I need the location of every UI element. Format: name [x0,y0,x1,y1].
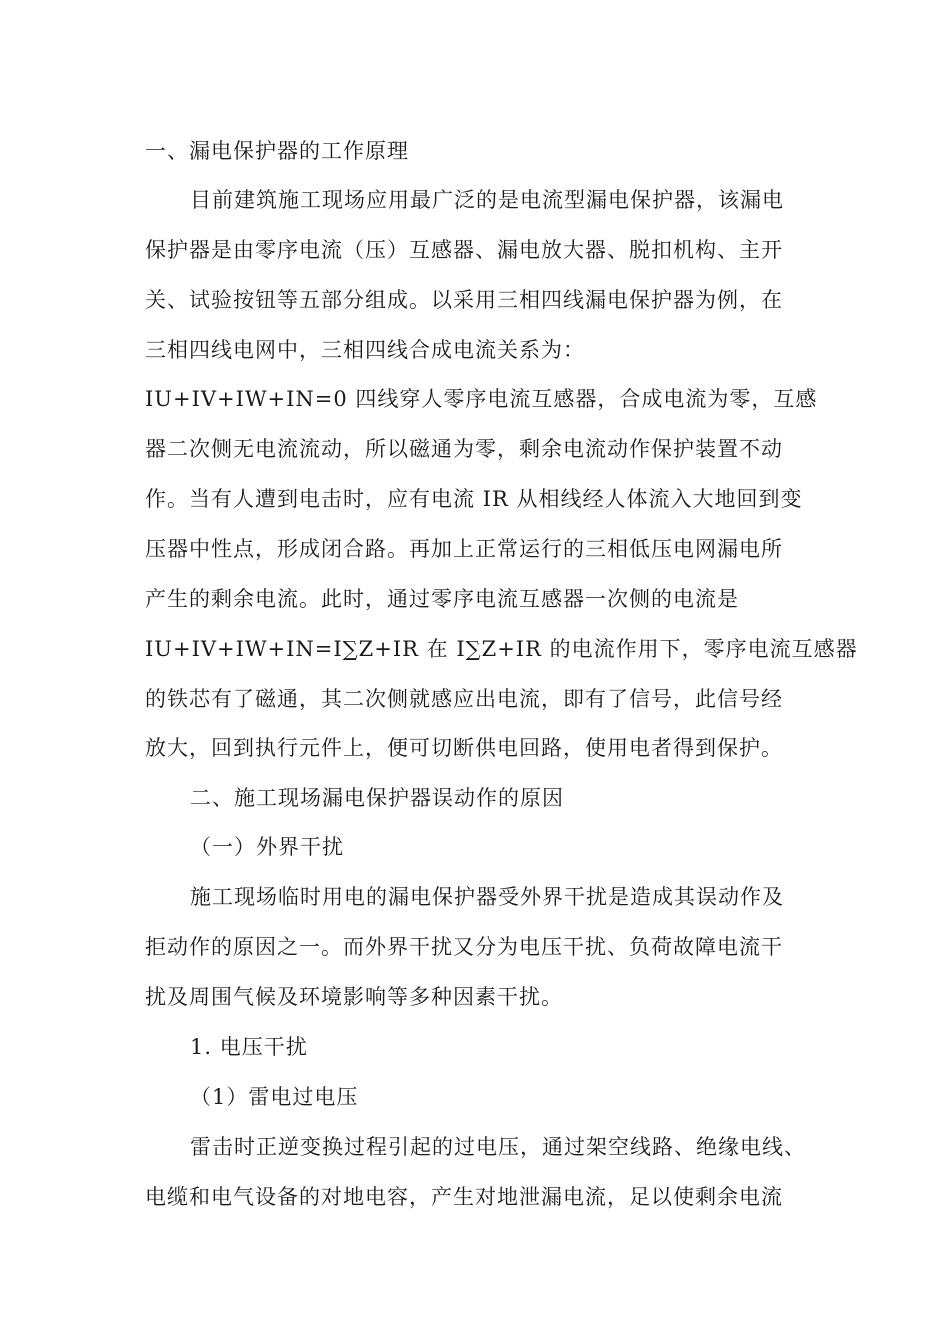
paragraph-line: IU+IV+IW+IN=0 四线穿人零序电流互感器，合成电流为零，互感 [145,387,818,411]
paragraph-line: 压器中性点，形成闭合路。再加上正常运行的三相低压电网漏电所 [145,537,783,561]
numbered-heading: 1. 电压干扰 [190,1035,308,1059]
section-heading-1: 一、漏电保护器的工作原理 [145,139,409,163]
paragraph-line: 的铁芯有了磁通，其二次侧就感应出电流，即有了信号，此信号经 [145,687,783,711]
paragraph-line: 作。当有人遭到电击时，应有电流 IR 从相线经人体流入大地回到变 [145,487,803,511]
paragraph-line: 三相四线电网中，三相四线合成电流关系为： [145,338,585,362]
paragraph-line: 器二次侧无电流流动，所以磁通为零，剩余电流动作保护装置不动 [145,437,783,461]
paragraph-line: 关、试验按钮等五部分组成。以采用三相四线漏电保护器为例，在 [145,288,783,312]
paragraph-line: 放大，回到执行元件上，便可切断供电回路，使用电者得到保护。 [145,736,783,760]
paragraph-line: 电缆和电气设备的对地电容，产生对地泄漏电流，足以使剩余电流 [145,1185,783,1209]
sub-numbered-heading: （1）雷电过电压 [190,1085,359,1109]
paragraph-line: 扰及周围气候及环境影响等多种因素干扰。 [145,985,563,1009]
section-heading-2: 二、施工现场漏电保护器误动作的原因 [190,786,564,810]
paragraph-line: 目前建筑施工现场应用最广泛的是电流型漏电保护器，该漏电 [190,188,784,212]
paragraph-line: 施工现场临时用电的漏电保护器受外界干扰是造成其误动作及 [190,885,784,909]
paragraph-line: 保护器是由零序电流（压）互感器、漏电放大器、脱扣机构、主开 [145,238,783,262]
paragraph-line: IU+IV+IW+IN=I∑Z+IR 在 I∑Z+IR 的电流作用下，零序电流互感器 [145,637,858,661]
paragraph-line: 雷击时正逆变换过程引起的过电压，通过架空线路、绝缘电线、 [190,1135,806,1159]
subsection-heading: （一）外界干扰 [190,835,344,859]
paragraph-line: 产生的剩余电流。此时，通过零序电流互感器一次侧的电流是 [145,587,739,611]
paragraph-line: 拒动作的原因之一。而外界干扰又分为电压干扰、负荷故障电流干 [145,935,783,959]
